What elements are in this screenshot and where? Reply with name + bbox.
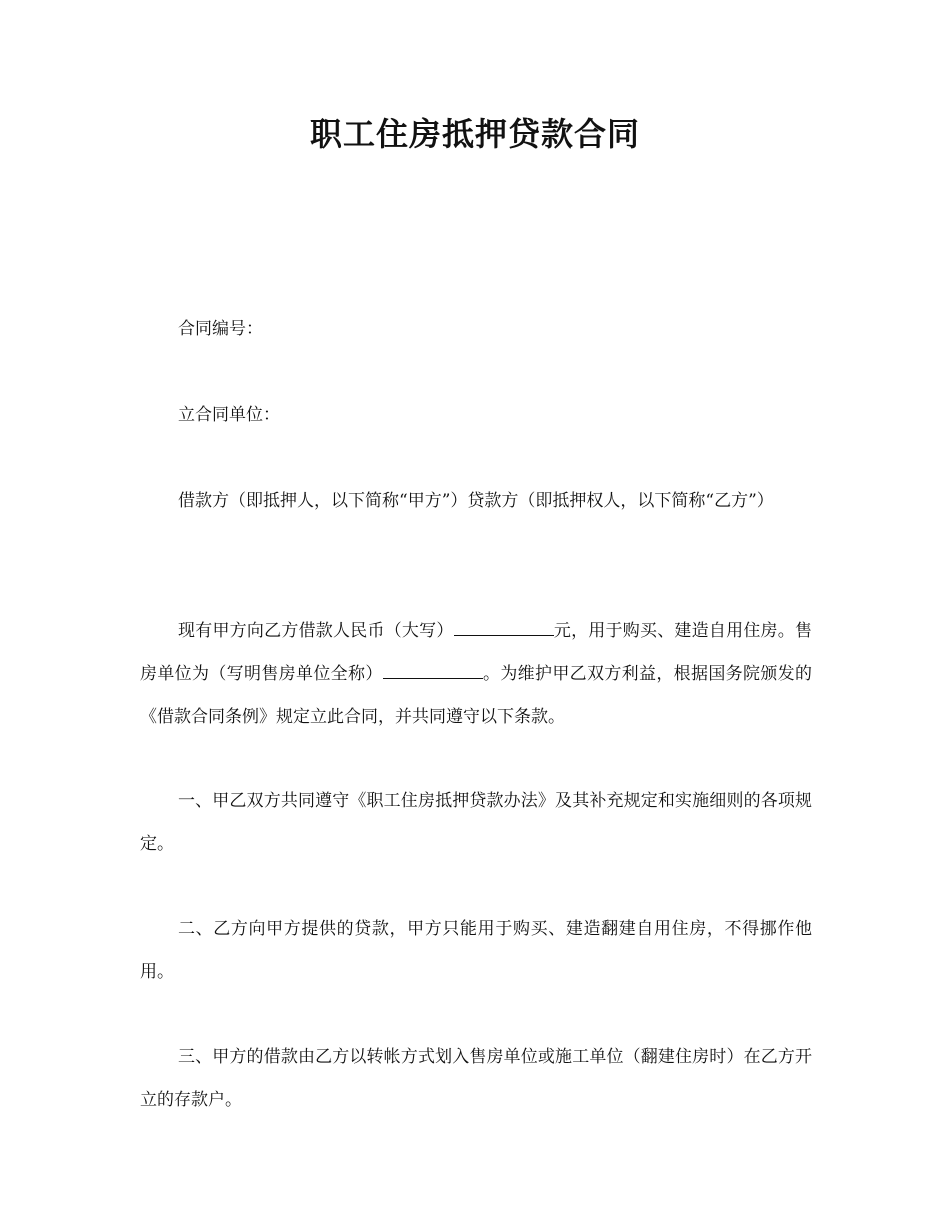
clause-3: 三、甲方的借款由乙方以转帐方式划入售房单位或施工单位（翻建住房时）在乙方开立的存款户。 [140,1047,812,1110]
contracting-parties-label: 立合同单位： [178,405,280,425]
seller-name-blank [383,664,483,679]
intro-text-part-2: 元，用于购买、建造自用住房。售房单位为（写明售房单位全称） [140,621,813,684]
loan-intro-paragraph [140,610,812,739]
clause-2: 二、乙方向甲方提供的贷款，甲方只能用于购买、建造翻建自用住房，不得挪作他用。 [140,919,812,982]
clause-1: 一、甲乙双方共同遵守《职工住房抵押贷款办法》及其补充规定和实施细则的各项规定。 [140,791,812,854]
parties-paragraph: 借款方（即抵押人，以下简称“甲方”）贷款方（即抵押权人，以下简称“乙方”） [178,491,774,511]
document-title: 职工住房抵押贷款合同 [309,115,640,153]
intro-text-part-3: 。为维护甲乙双方利益，根据国务院颁发的《借款合同条例》规定立此合同，并共同遵守以下条款。 [140,664,813,727]
contract-number-label: 合同编号： [178,319,263,339]
intro-text-part-1: 现有甲方向乙方借款人民币（大写） [178,621,454,641]
loan-amount-blank [454,621,554,636]
